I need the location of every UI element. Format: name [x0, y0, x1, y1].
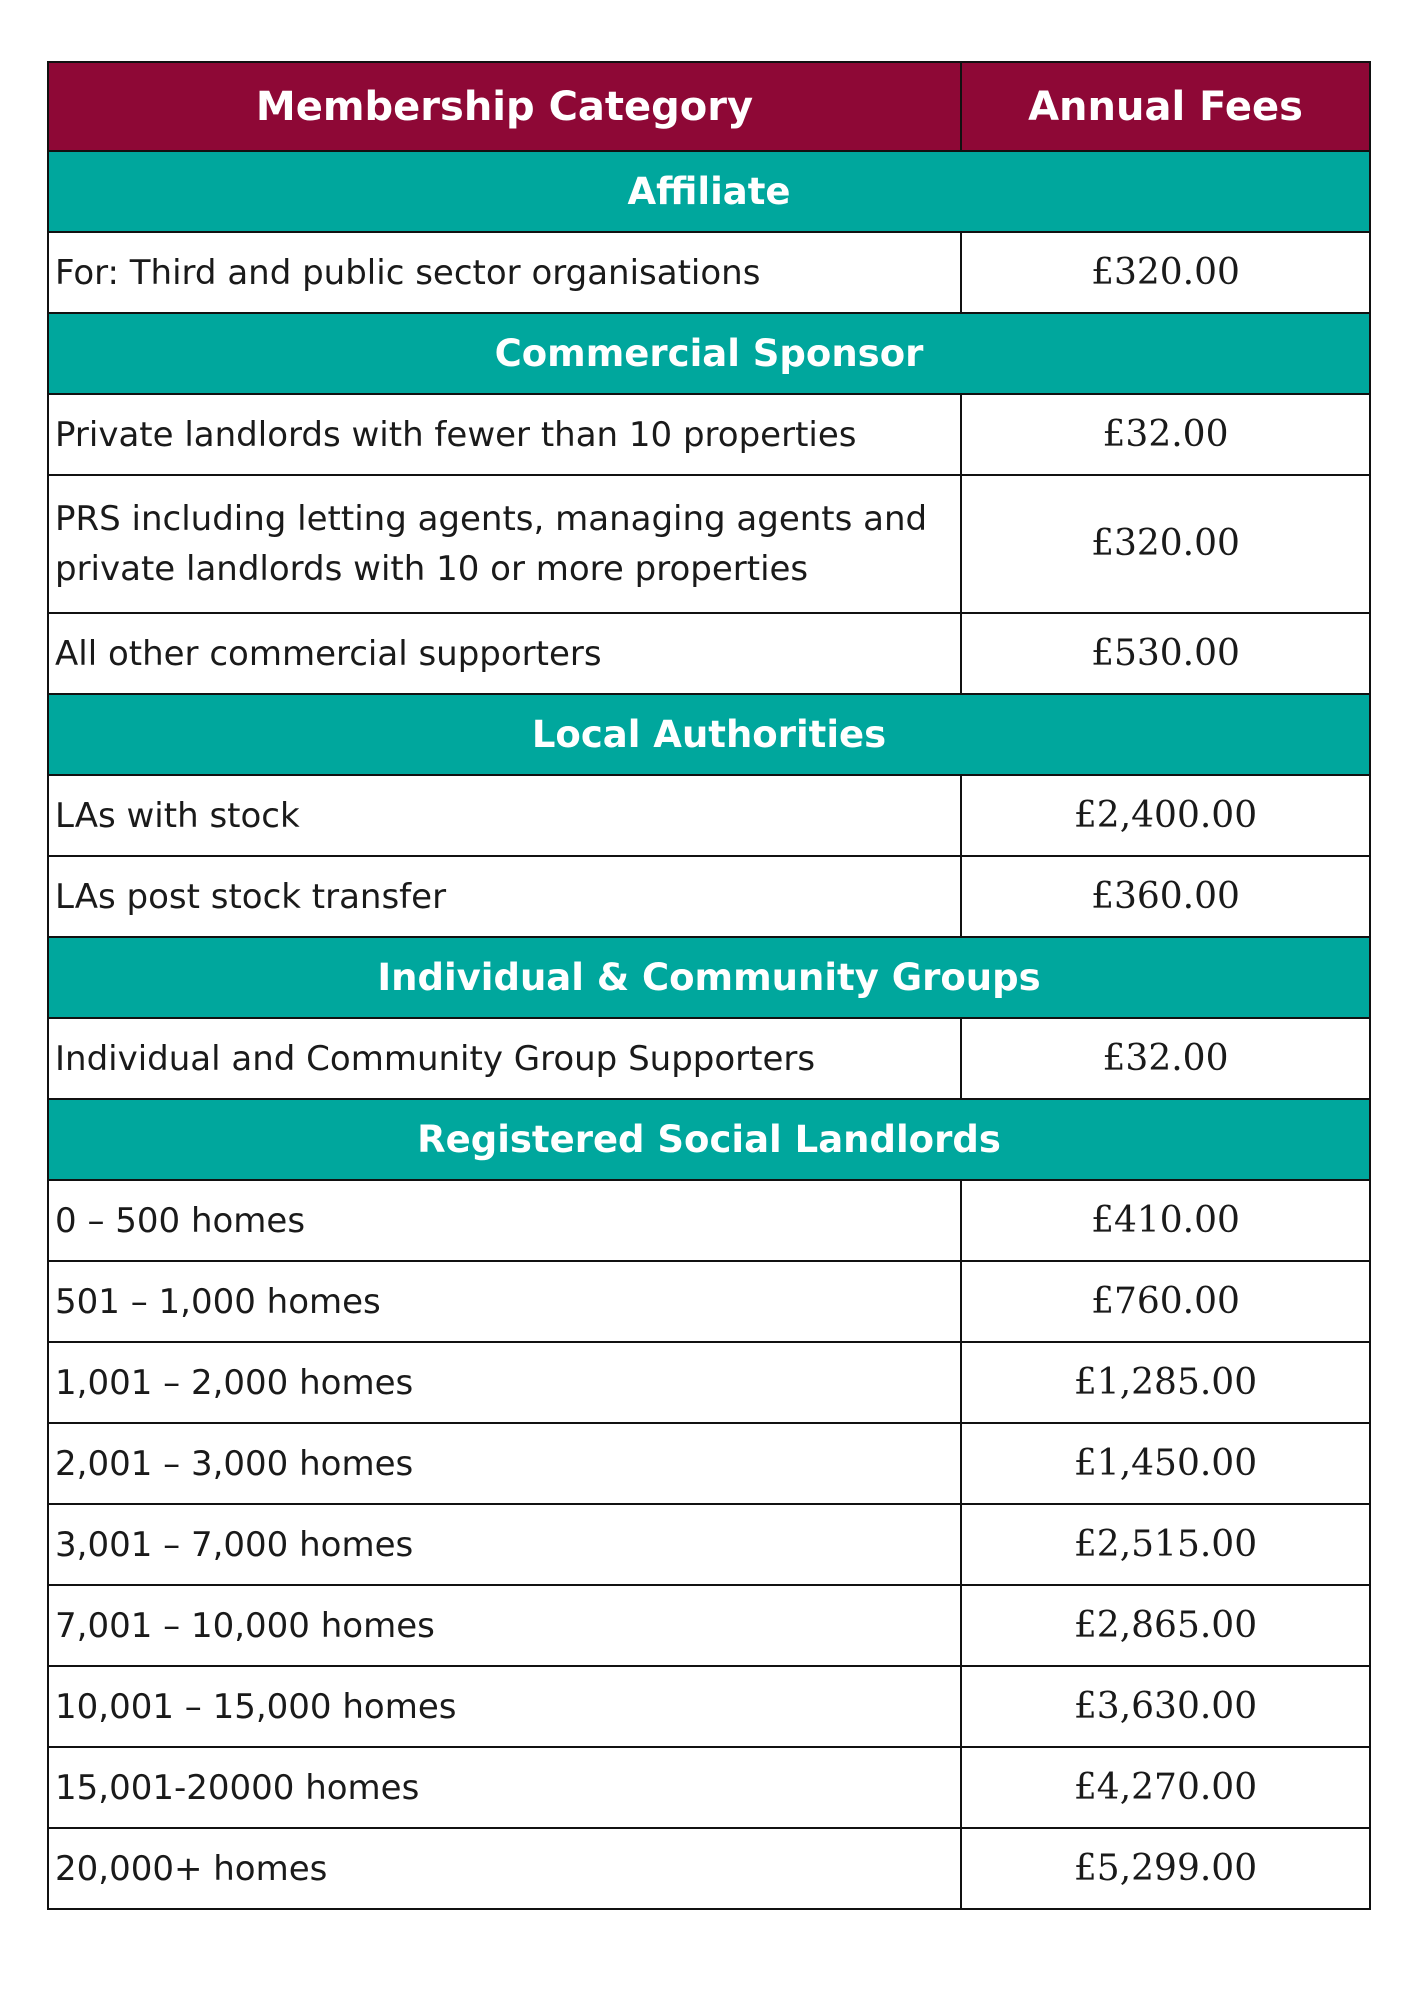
- fee-cell: £4,270.00: [961, 1747, 1370, 1828]
- category-cell: 10,001 – 15,000 homes: [48, 1666, 961, 1747]
- fee-cell: £530.00: [961, 613, 1370, 694]
- category-cell: LAs post stock transfer: [48, 856, 961, 937]
- fee-cell: £32.00: [961, 394, 1370, 475]
- table-row: [48, 1180, 1370, 1261]
- table-row: [48, 232, 1370, 313]
- fee-cell: £360.00: [961, 856, 1370, 937]
- fee-cell: £32.00: [961, 1018, 1370, 1099]
- category-cell: 20,000+ homes: [48, 1828, 961, 1909]
- section-title: Affiliate: [48, 151, 1370, 232]
- category-cell: 3,001 – 7,000 homes: [48, 1504, 961, 1585]
- fee-cell: £320.00: [961, 475, 1370, 613]
- header-membership-category: Membership Category: [48, 62, 961, 151]
- section-row-local-authorities: [48, 694, 1370, 775]
- category-cell: 1,001 – 2,000 homes: [48, 1342, 961, 1423]
- section-title: Commercial Sponsor: [48, 313, 1370, 394]
- category-cell: 2,001 – 3,000 homes: [48, 1423, 961, 1504]
- category-cell: 501 – 1,000 homes: [48, 1261, 961, 1342]
- section-title: Registered Social Landlords: [48, 1099, 1370, 1180]
- category-cell: Individual and Community Group Supporters: [48, 1018, 961, 1099]
- fee-cell: £1,450.00: [961, 1423, 1370, 1504]
- section-title: Individual & Community Groups: [48, 937, 1370, 1018]
- fee-cell: £760.00: [961, 1261, 1370, 1342]
- membership-fees-table: [47, 61, 1371, 1910]
- category-cell: LAs with stock: [48, 775, 961, 856]
- table-row: [48, 1504, 1370, 1585]
- table-header-row: [48, 62, 1370, 151]
- table-row: [48, 1747, 1370, 1828]
- section-row-affiliate: [48, 151, 1370, 232]
- category-cell: All other commercial supporters: [48, 613, 961, 694]
- fee-cell: £320.00: [961, 232, 1370, 313]
- section-title: Local Authorities: [48, 694, 1370, 775]
- table-row: [48, 1423, 1370, 1504]
- fee-cell: £410.00: [961, 1180, 1370, 1261]
- category-cell: 7,001 – 10,000 homes: [48, 1585, 961, 1666]
- table-row: [48, 775, 1370, 856]
- table-row: [48, 1828, 1370, 1909]
- category-cell: For: Third and public sector organisations: [48, 232, 961, 313]
- category-cell: Private landlords with fewer than 10 properties: [48, 394, 961, 475]
- table-row: [48, 1261, 1370, 1342]
- table-row: [48, 475, 1370, 613]
- fee-cell: £2,515.00: [961, 1504, 1370, 1585]
- table-row: [48, 1342, 1370, 1423]
- table-row: [48, 613, 1370, 694]
- header-annual-fees: Annual Fees: [961, 62, 1370, 151]
- fee-cell: £3,630.00: [961, 1666, 1370, 1747]
- fee-cell: £2,400.00: [961, 775, 1370, 856]
- fee-cell: £2,865.00: [961, 1585, 1370, 1666]
- table-row: [48, 1018, 1370, 1099]
- table-row: [48, 1585, 1370, 1666]
- section-row-commercial-sponsor: [48, 313, 1370, 394]
- table-row: [48, 394, 1370, 475]
- category-cell: 0 – 500 homes: [48, 1180, 961, 1261]
- fee-cell: £5,299.00: [961, 1828, 1370, 1909]
- table-row: [48, 1666, 1370, 1747]
- fee-cell: £1,285.00: [961, 1342, 1370, 1423]
- section-row-registered-social-landlords: [48, 1099, 1370, 1180]
- category-cell: 15,001-20000 homes: [48, 1747, 961, 1828]
- table-row: [48, 856, 1370, 937]
- category-cell: PRS including letting agents, managing agents and private landlords with 10 or more properties: [48, 475, 961, 613]
- section-row-individual-community-groups: [48, 937, 1370, 1018]
